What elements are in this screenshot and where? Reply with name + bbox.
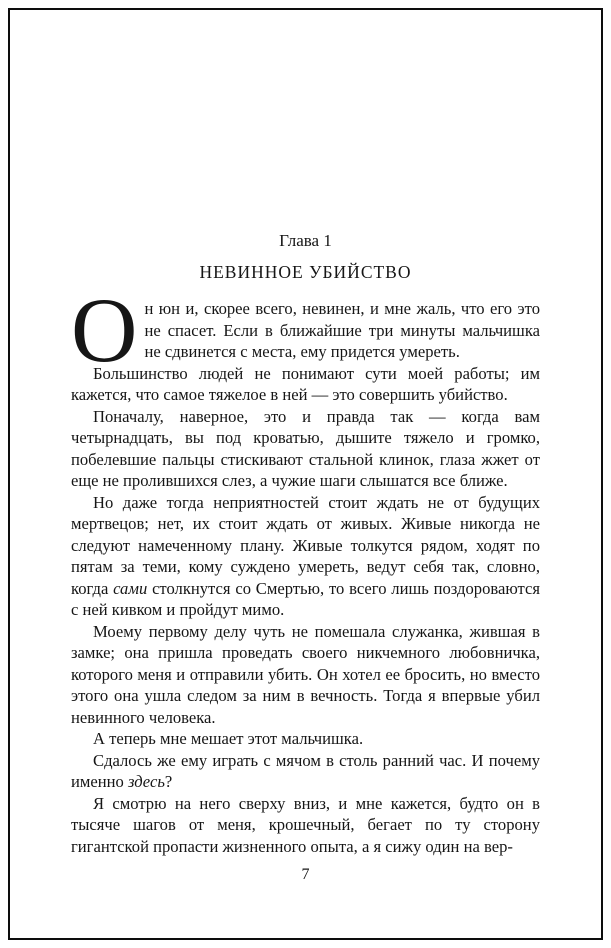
text-run: А теперь мне мешает этот мальчишка. bbox=[93, 729, 364, 748]
text-run: ? bbox=[164, 772, 173, 791]
paragraph bbox=[71, 492, 540, 621]
paragraph bbox=[71, 363, 540, 406]
text-run: н юн и, скорее всего, невинен, и мне жаль, что его это не спасет. Если в ближайшие три минуты мальчишка не сдвинется с места, ему придется умереть. bbox=[144, 299, 540, 361]
text-run: Поначалу, наверное, это и правда так — когда вам четырнадцать, вы под кроватью, дышите тяжело и громко, побелевшие пальцы стискивают стальной клинок, глаза жжет от еще не пролившихся слез, а чужие шаги слышатся все ближе. bbox=[71, 406, 540, 490]
text-run: столкнутся со Смертью, то всего лишь поздороваются с ней кивком и пройдут мимо. bbox=[71, 578, 540, 619]
text-run: Сдалось же ему играть с мячом в столь ранний час. И почему именно bbox=[71, 750, 540, 791]
text-run: Но даже тогда неприятностей стоит ждать не от будущих мертвецов; нет, их стоит ждать от живых. Живые никогда не следуют намеченному плану. Живые толкутся рядом, ходят по пятам за теми, кому суждено умереть, ведут себя так, словно, когда bbox=[71, 492, 540, 598]
drop-cap: О bbox=[71, 279, 138, 381]
chapter-label: Глава 1 bbox=[279, 231, 332, 250]
italic-run: здесь bbox=[127, 772, 165, 791]
italic-run: сами bbox=[113, 578, 148, 598]
paragraph bbox=[71, 750, 540, 793]
text-run: Я смотрю на него сверху вниз, и мне кажется, будто он в тысяче шагов от меня, крошечный, бегает по ту сторону гигантской пропасти жизненного опыта, а я сижу один на вер- bbox=[71, 793, 540, 856]
paragraph bbox=[71, 621, 540, 729]
paragraph bbox=[71, 279, 540, 381]
paragraph bbox=[71, 793, 540, 858]
text-run: Большинство людей не понимают сути моей работы; им кажется, что самое тяжелое в ней — это совершить убийство. bbox=[71, 363, 540, 404]
page-number: 7 bbox=[301, 866, 310, 883]
chapter-title: НЕВИННОЕ УБИЙСТВО bbox=[199, 262, 412, 282]
text-run: Моему первому делу чуть не помешала служанка, жившая в замке; она пришла проведать своего никчемного любовничка, которого меня и отправили убить. Он хотел ее бросить, но вместо этого она ушла следом за ним в вечность. Тогда я впервые убил невинного человека. bbox=[71, 621, 540, 727]
paragraph bbox=[71, 728, 540, 750]
paragraph bbox=[71, 406, 540, 492]
body-text bbox=[71, 279, 540, 857]
